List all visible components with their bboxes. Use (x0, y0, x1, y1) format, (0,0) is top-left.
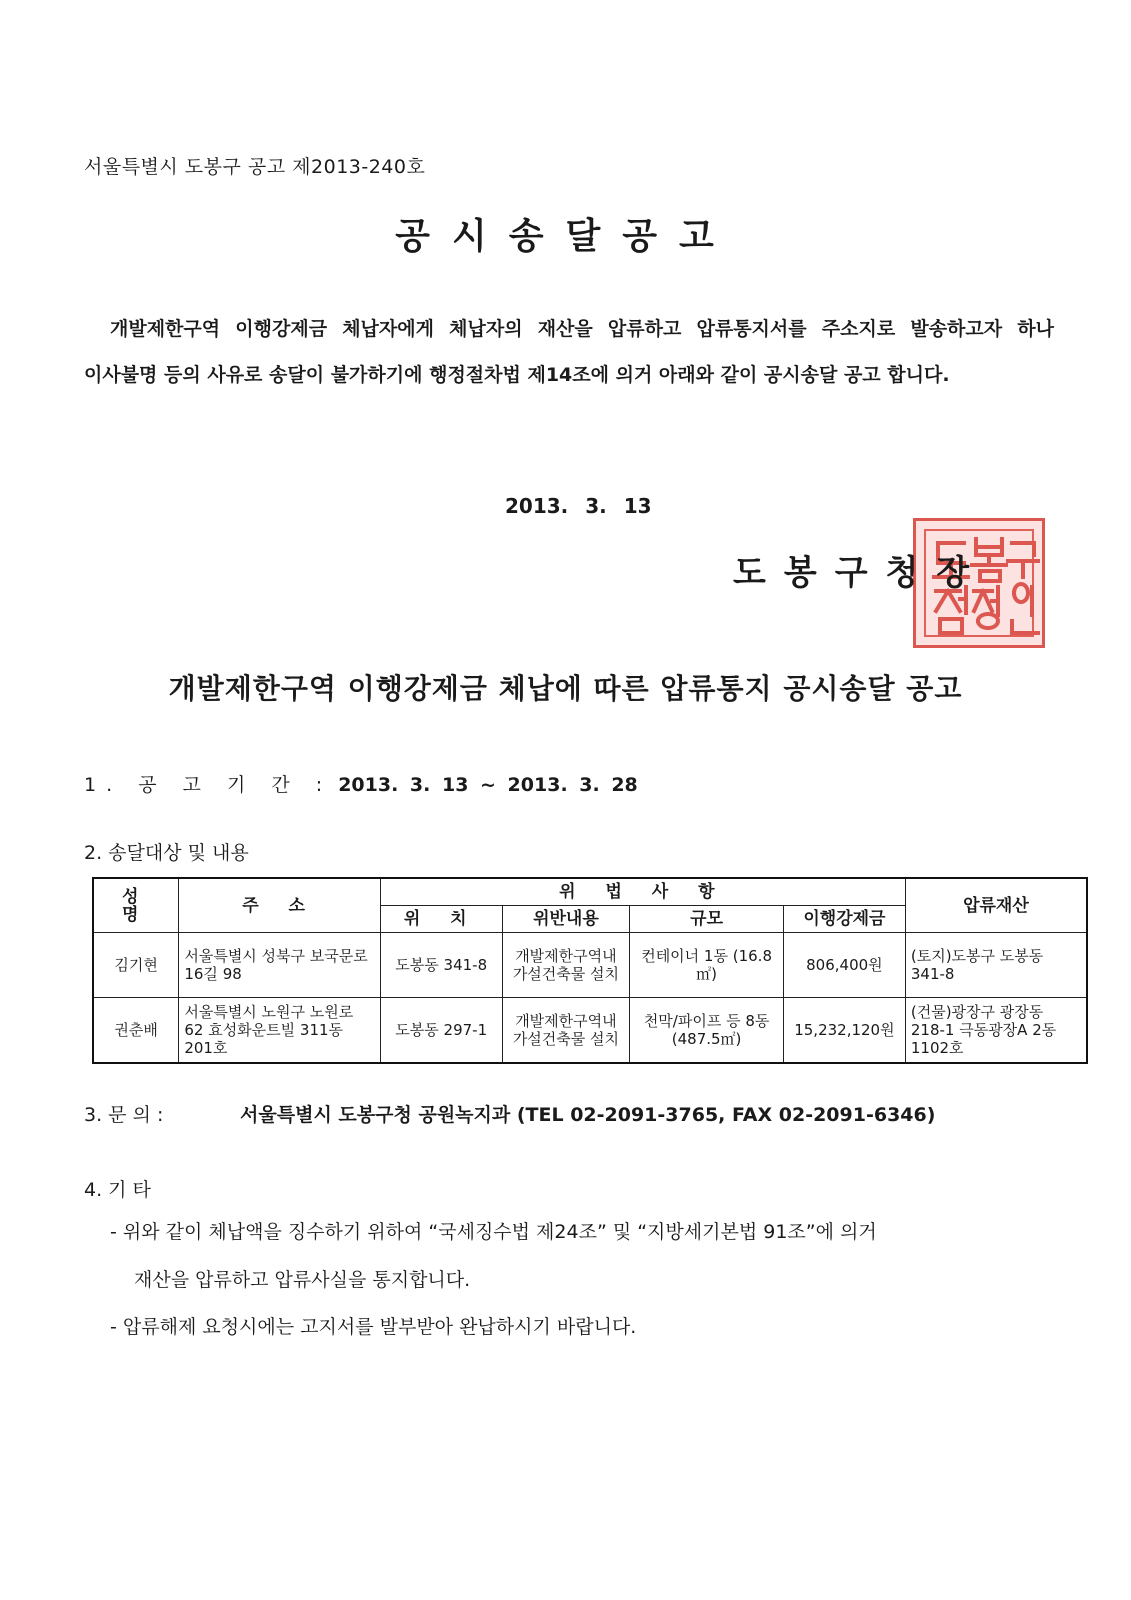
cell-penalty: 806,400원 (783, 933, 905, 998)
header-penalty: 이행강제금 (783, 906, 905, 933)
delivery-target-heading: 2. 송달대상 및 내용 (84, 842, 249, 864)
other-item: - 압류해제 요청시에는 고지서를 발부받아 완납하시기 바랍니다. (110, 1316, 637, 1338)
main-title: 공시송달공고 (395, 216, 736, 257)
notice-date: 2013. 3. 13 (505, 494, 652, 518)
cell-content: 개발제한구역내 가설건축물 설치 (502, 998, 630, 1064)
cell-seized: (토지)도봉구 도봉동 341-8 (905, 933, 1087, 998)
notice-period (84, 770, 638, 797)
inquiry-value: 서울특별시 도봉구청 공원녹지과 (TEL 02-2091-3765, FAX 02-2091-6346) (240, 1104, 936, 1126)
table-row (93, 933, 1087, 998)
other-item: 재산을 압류하고 압류사실을 통지합니다. (134, 1269, 471, 1291)
cell-content: 개발제한구역내 가설건축물 설치 (502, 933, 630, 998)
other-label: 4. 기 타 (84, 1179, 151, 1201)
cell-penalty: 15,232,120원 (783, 998, 905, 1064)
other-item: - 위와 같이 체납액을 징수하기 위하여 “국세징수법 제24조” 및 “지방세기본법 91조”에 의거 (110, 1221, 877, 1243)
cell-seized: (건물)광장구 광장동 218-1 극동광장A 2동 1102호 (905, 998, 1087, 1064)
body-paragraph: 개발제한구역 이행강제금 체납자에게 체납자의 재산을 압류하고 압류통지서를 주소지로 발송하고자 하나 이사불명 등의 사유로 송달이 불가하기에 행정절차법 제14조에 의거 아래와 같이 공시송달 공고 합니다. (84, 318, 1054, 386)
header-seized: 압류재산 (905, 878, 1087, 933)
inquiry (84, 1100, 935, 1127)
notice-period-label: 1. 공 고 기 간 : (84, 774, 333, 796)
other-heading (84, 1175, 234, 1202)
cell-location: 도봉동 297-1 (380, 998, 502, 1064)
cell-name: 권춘배 (93, 998, 179, 1064)
cell-scale: 컨테이너 1동 (16.8㎡) (630, 933, 784, 998)
header-location: 위 치 (380, 906, 502, 933)
cell-address: 서울특별시 노원구 노원로 62 효성화운트빌 311동 201호 (179, 998, 380, 1064)
cell-scale: 천막/파이프 등 8동 (487.5㎡) (630, 998, 784, 1064)
header-name: 성 명 (93, 878, 179, 933)
header-scale: 규모 (630, 906, 784, 933)
cell-name: 김기현 (93, 933, 179, 998)
cell-address: 서울특별시 성북구 보국문로 16길 98 (179, 933, 380, 998)
inquiry-label: 3. 문 의 : (84, 1104, 164, 1126)
issuer-name: 도봉구청장 (733, 553, 988, 593)
subtitle: 개발제한구역 이행강제금 체납에 따른 압류통지 공시송달 공고 (168, 672, 963, 705)
delivery-table (92, 877, 1088, 1064)
table-header-row (93, 878, 1087, 906)
header-address: 주 소 (179, 878, 380, 933)
cell-location: 도봉동 341-8 (380, 933, 502, 998)
notice-number: 서울특별시 도봉구 공고 제2013-240호 (84, 156, 426, 178)
table-row (93, 998, 1087, 1064)
notice-period-value: 2013. 3. 13 ~ 2013. 3. 28 (338, 774, 638, 796)
header-content: 위반내용 (502, 906, 630, 933)
header-violation: 위 법 사 항 (380, 878, 905, 906)
